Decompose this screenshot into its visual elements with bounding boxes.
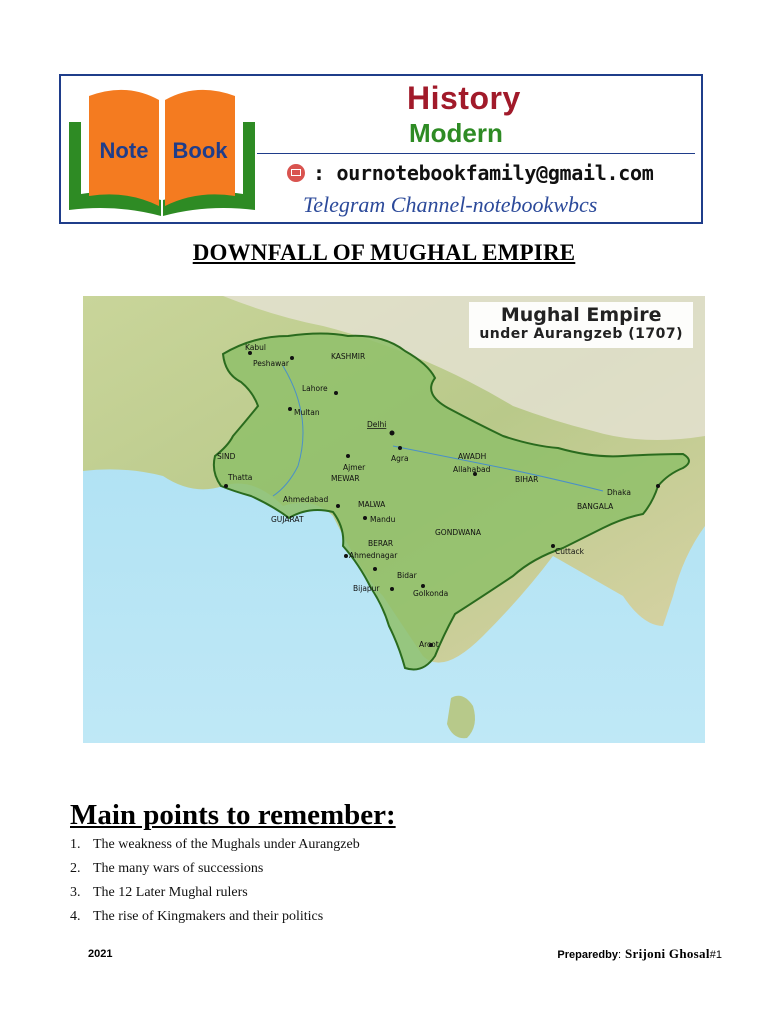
map-title: Mughal Empire bbox=[500, 304, 662, 326]
map-label-kabul: Kabul bbox=[245, 343, 266, 352]
subtopic-title: Modern bbox=[409, 118, 503, 148]
map-label-multan: Multan bbox=[294, 408, 320, 417]
page-number: #1 bbox=[709, 949, 722, 961]
telegram-channel: Telegram Channel-notebookwbcs bbox=[303, 192, 598, 217]
map-label-ahmednagar: Ahmednagar bbox=[349, 551, 398, 560]
map-label-mandu: Mandu bbox=[370, 515, 396, 524]
map-label-allahabad: Allahabad bbox=[453, 465, 491, 474]
section-heading: Main points to remember: bbox=[70, 799, 396, 831]
header-info bbox=[257, 76, 701, 222]
map-label-delhi: Delhi bbox=[367, 420, 387, 429]
map-label-dhaka: Dhaka bbox=[607, 488, 631, 497]
points-list bbox=[70, 838, 360, 934]
list-item: 1. The weakness of the Mughals under Aurangzeb bbox=[70, 837, 360, 852]
author-name: Srijoni Ghosal bbox=[625, 946, 710, 961]
map-label-cuttack: Cuttack bbox=[555, 547, 584, 556]
map-graphic bbox=[83, 296, 705, 743]
email-address: : ournotebookfamily@gmail.com bbox=[313, 161, 654, 185]
map-label-golkonda: Golkonda bbox=[413, 589, 449, 598]
map-label-bihar: BIHAR bbox=[515, 475, 539, 484]
map-label-agra: Agra bbox=[391, 454, 409, 463]
email-row bbox=[287, 160, 654, 186]
map-label-ajmer: Ajmer bbox=[343, 463, 366, 472]
header-divider bbox=[257, 153, 695, 154]
map-label-sind: SIND bbox=[217, 452, 236, 461]
map-subtitle: under Aurangzeb (1707) bbox=[479, 326, 683, 342]
map-label-thatta: Thatta bbox=[228, 473, 253, 482]
logo-text-book: Book bbox=[172, 138, 228, 163]
map-label-arcot: Arcot bbox=[419, 640, 439, 649]
mughal-empire-map bbox=[83, 296, 705, 743]
book-logo-icon bbox=[67, 82, 257, 218]
map-label-mewar: MEWAR bbox=[331, 474, 360, 483]
map-label-kashmir: KASHMIR bbox=[331, 352, 366, 361]
list-item: 2. The many wars of successions bbox=[70, 861, 264, 876]
page-title: DOWNFALL OF MUGHAL EMPIRE bbox=[192, 240, 576, 265]
map-label-peshawar: Peshawar bbox=[253, 359, 289, 368]
map-label-awadh: AWADH bbox=[458, 452, 487, 461]
map-label-bangala: BANGALA bbox=[577, 502, 614, 511]
list-item: 3. The 12 Later Mughal rulers bbox=[70, 885, 248, 900]
logo-text-note: Note bbox=[99, 138, 149, 163]
map-label-berar: BERAR bbox=[368, 539, 394, 548]
footer-year: 2021 bbox=[88, 948, 113, 960]
subject-title: History bbox=[407, 80, 521, 116]
prepared-colon: : bbox=[617, 949, 621, 961]
map-label-malwa: MALWA bbox=[358, 500, 386, 509]
map-title-box bbox=[469, 302, 693, 348]
map-label-ahmedabad: Ahmedabad bbox=[283, 495, 329, 504]
map-label-bidar: Bidar bbox=[397, 571, 417, 580]
header-banner bbox=[59, 74, 703, 224]
map-label-bijapur: Bijapur bbox=[353, 584, 380, 593]
prepared-label: Preparedby bbox=[557, 949, 618, 961]
map-label-gujarat: GUJARAT bbox=[271, 515, 304, 524]
map-label-lahore: Lahore bbox=[302, 384, 328, 393]
email-icon bbox=[287, 164, 305, 182]
map-label-gondwana: GONDWANA bbox=[435, 528, 481, 537]
list-item: 4. The rise of Kingmakers and their politics bbox=[70, 909, 324, 924]
footer-prepared-by bbox=[557, 946, 722, 962]
